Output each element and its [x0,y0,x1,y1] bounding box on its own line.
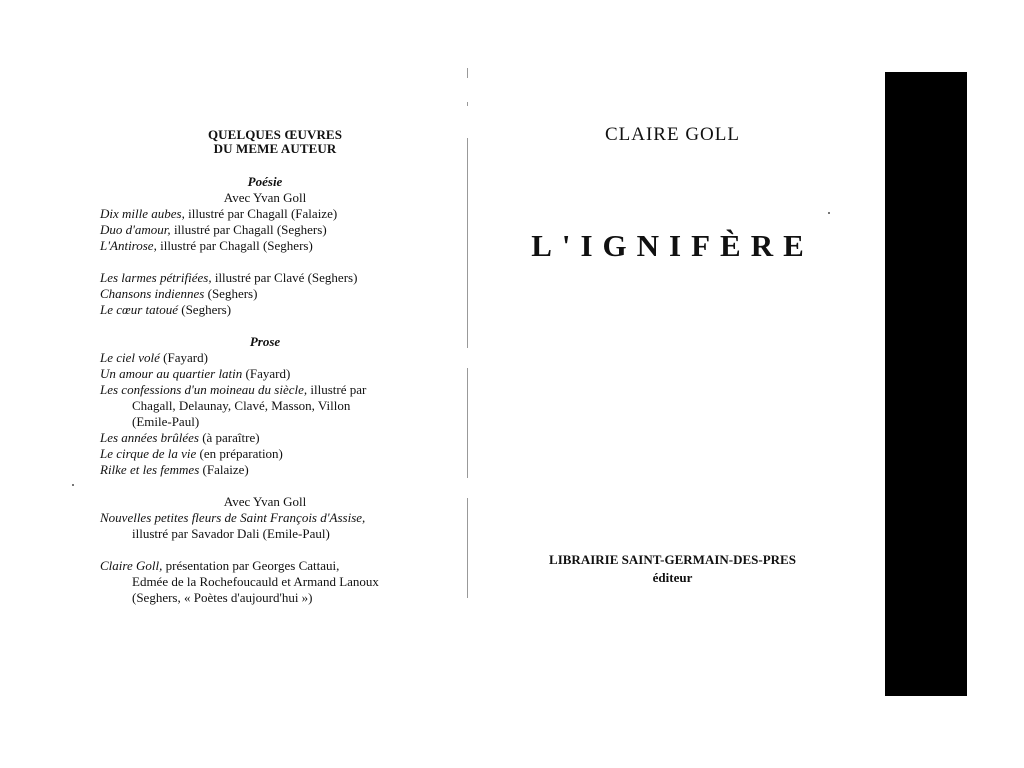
work-detail: illustré par Clavé (Seghers) [211,270,358,285]
work-detail: illustré par Chagall (Seghers) [156,238,313,253]
work-item [100,462,430,478]
work-continuation: (Emile-Paul) [132,414,200,429]
with-yvan-goll-poesie: Avec Yvan Goll [223,190,307,205]
work-detail: (Falaize) [199,462,249,477]
work-continuation: Edmée de la Rochefoucauld et Armand Lanoux [132,574,379,589]
work-item [100,222,430,238]
right-page-title [520,0,825,768]
work-title: Un amour au quartier latin [100,366,243,381]
work-title: Rilke et les femmes [100,462,200,477]
gutter-mark [467,102,468,106]
bibliography-heading-line1: QUELQUES ŒUVRES [207,127,343,142]
work-title: Les années brûlées [100,430,199,445]
gutter-mark [467,368,468,478]
work-title: Les larmes pétrifiées, [100,270,212,285]
gutter-mark [467,68,468,78]
work-item [100,206,430,222]
spacer [100,478,430,494]
author-name: CLAIRE GOLL [604,124,740,145]
work-item [100,286,430,302]
work-detail: illustré par [307,382,367,397]
work-title: Le cœur tatoué [100,302,178,317]
work-detail: (Seghers) [178,302,232,317]
work-item [100,382,430,398]
section-title-prose: Prose [249,334,281,349]
work-title: Claire Goll, [100,558,163,573]
work-title: L'Antirose, [100,238,157,253]
bibliography-heading-line2: DU MEME AUTEUR [213,141,337,156]
work-title: Chansons indiennes [100,286,205,301]
work-title: Les confessions d'un moineau du siècle, [100,382,308,397]
section-title-poesie: Poésie [247,174,283,189]
work-detail: (Seghers) [204,286,258,301]
work-item [100,350,430,366]
work-detail: présentation par Georges Cattaui, [162,558,340,573]
work-title: Nouvelles petites fleurs de Saint François d'Assise, [100,510,366,525]
work-item [100,430,430,446]
work-detail: (Fayard) [242,366,291,381]
work-detail: (en préparation) [196,446,283,461]
spacer [100,254,430,270]
spacer [100,542,430,558]
scan-black-edge [885,72,967,696]
work-continuation: Chagall, Delaunay, Clavé, Masson, Villon [132,398,351,413]
scan-speck [828,212,830,214]
work-item [100,510,430,526]
gutter-mark [467,498,468,598]
gutter-mark [467,138,468,198]
left-page-bibliography [100,128,430,606]
work-continuation: illustré par Savador Dali (Emile-Paul) [132,526,330,541]
gutter-mark [467,198,468,348]
work-item [100,302,430,318]
book-title: L'IGNIFÈRE [531,228,814,263]
work-item [100,558,430,574]
work-title: Dix mille aubes, [100,206,185,221]
work-detail: illustré par Chagall (Seghers) [170,222,327,237]
work-detail: (à paraître) [198,430,260,445]
work-detail: (Fayard) [159,350,208,365]
work-item [100,270,430,286]
work-detail: illustré par Chagall (Falaize) [184,206,338,221]
work-title: Le ciel volé [100,350,160,365]
publisher-name: LIBRAIRIE SAINT-GERMAIN-DES-PRES [549,552,796,567]
work-title: Le cirque de la vie [100,446,197,461]
scan-speck [72,484,74,486]
work-item [100,366,430,382]
page-gutter [467,68,469,608]
work-title: Duo d'amour, [100,222,171,237]
work-continuation: (Seghers, « Poètes d'aujourd'hui ») [132,590,313,605]
with-yvan-goll-prose: Avec Yvan Goll [223,494,307,509]
work-item [100,238,430,254]
work-item [100,446,430,462]
publisher-role: éditeur [652,570,693,585]
